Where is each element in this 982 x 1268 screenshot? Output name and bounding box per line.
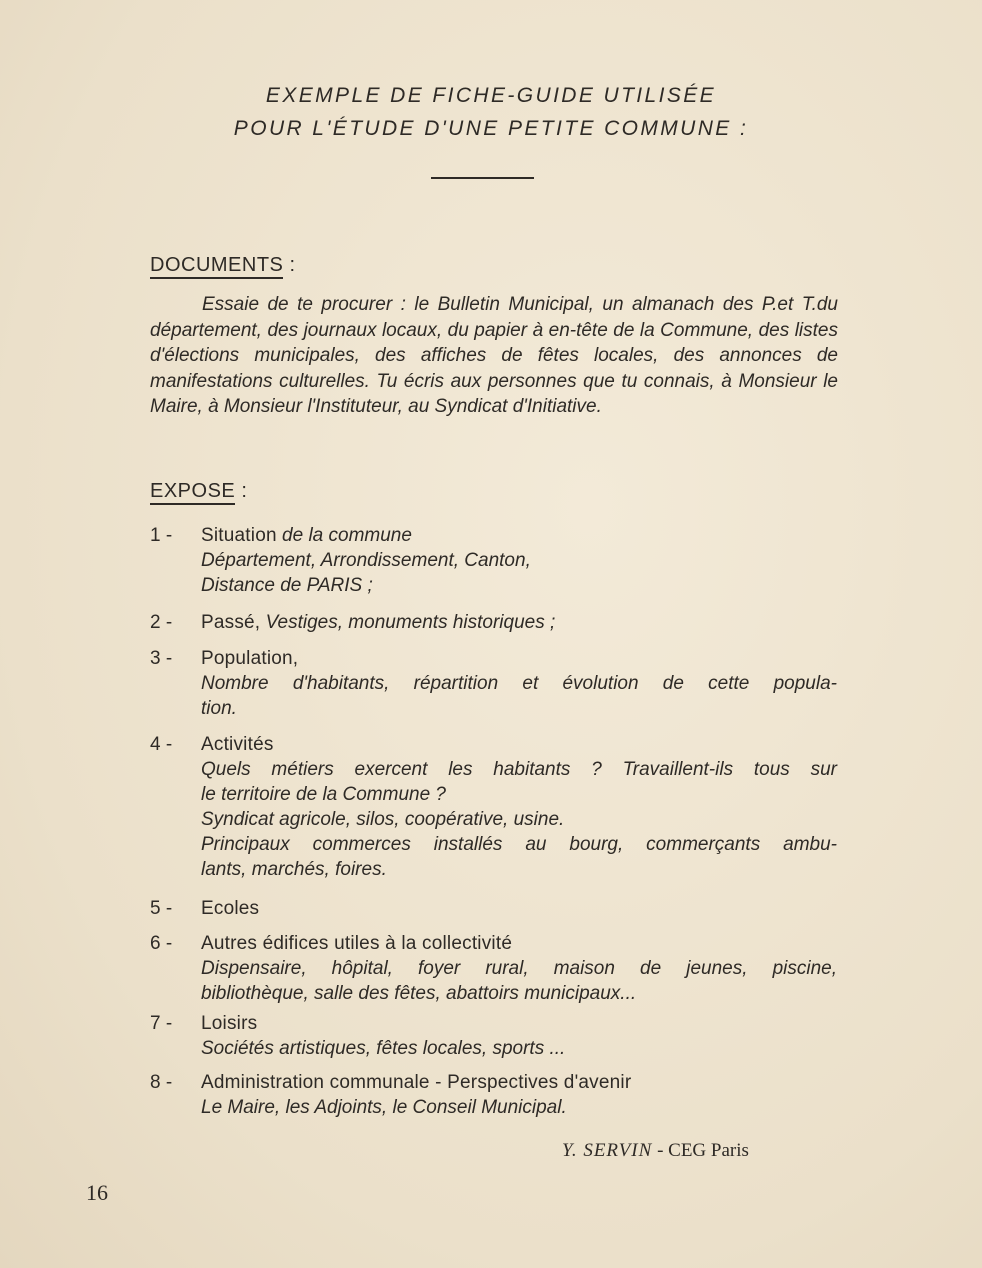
expose-item-2-number: 2 - bbox=[150, 612, 173, 633]
documents-heading-text: DOCUMENTS bbox=[150, 254, 283, 279]
expose-item-6-line: Dispensaire, hôpital, foyer rural, maison de jeunes, piscine, bbox=[201, 958, 837, 979]
expose-item-2-heading-tail: Vestiges, monuments historiques ; bbox=[260, 612, 556, 633]
page-title-line-1: EXEMPLE DE FICHE-GUIDE UTILISÉE bbox=[265, 84, 717, 107]
expose-item-8 bbox=[201, 1070, 837, 1120]
expose-item-4 bbox=[201, 732, 837, 882]
expose-item-1-number: 1 - bbox=[150, 525, 173, 546]
documents-heading-colon: : bbox=[283, 254, 296, 276]
author-name: Y. SERVIN bbox=[562, 1140, 653, 1161]
expose-item-4-line: Principaux commerces installés au bourg, commerçants ambu- bbox=[201, 834, 837, 855]
expose-item-7 bbox=[201, 1011, 837, 1061]
expose-item-7-heading: Loisirs bbox=[201, 1013, 258, 1034]
expose-item-4-line: Quels métiers exercent les habitants ? Travaillent-ils tous sur bbox=[201, 759, 837, 780]
expose-heading-text: EXPOSE bbox=[150, 480, 235, 505]
expose-item-2 bbox=[201, 610, 837, 635]
expose-item-4-line: le territoire de la Commune ? bbox=[201, 784, 446, 805]
expose-item-3-line: tion. bbox=[201, 698, 237, 719]
expose-item-3-heading: Population, bbox=[201, 648, 299, 669]
expose-heading bbox=[150, 480, 247, 503]
expose-item-7-number: 7 - bbox=[150, 1013, 173, 1034]
author-affiliation: - CEG Paris bbox=[652, 1140, 749, 1161]
expose-item-1-heading-tail: de la commune bbox=[276, 525, 412, 546]
documents-heading bbox=[150, 254, 296, 277]
expose-item-8-heading: Administration communale - Perspectives d'avenir bbox=[201, 1072, 632, 1093]
expose-item-3-number: 3 - bbox=[150, 648, 173, 669]
author-signature bbox=[562, 1140, 749, 1162]
expose-heading-colon: : bbox=[235, 480, 248, 502]
expose-item-6-line: bibliothèque, salle des fêtes, abattoirs municipaux... bbox=[201, 983, 637, 1004]
page-number: 16 bbox=[86, 1180, 108, 1205]
expose-item-4-heading: Activités bbox=[201, 734, 274, 755]
expose-item-8-number: 8 - bbox=[150, 1072, 173, 1093]
title-divider bbox=[431, 177, 534, 179]
expose-item-1-line: Département, Arrondissement, Canton, bbox=[201, 550, 531, 571]
expose-item-4-line: lants, marchés, foires. bbox=[201, 859, 387, 880]
expose-item-1 bbox=[201, 523, 837, 598]
expose-item-5-heading: Ecoles bbox=[201, 898, 260, 919]
documents-paragraph-text: Essaie de te procurer : le Bulletin Municipal, un almanach des P.et T.du département, des journaux locaux, du papier à en-tête de la Commune, des listes d'élections municipales, des affiches de fêtes locales, des annonces de manifestations culturelles. Tu écris aux personnes que tu connais, à Monsieur le Maire, à Monsieur l'Instituteur, au Syndicat d'Initiative. bbox=[150, 294, 838, 417]
expose-item-8-line: Le Maire, les Adjoints, le Conseil Municipal. bbox=[201, 1097, 567, 1118]
expose-item-7-line: Sociétés artistiques, fêtes locales, sports ... bbox=[201, 1038, 566, 1059]
page-title-line-2: POUR L'ÉTUDE D'UNE PETITE COMMUNE : bbox=[233, 117, 749, 140]
expose-item-5 bbox=[201, 896, 837, 921]
expose-item-4-line: Syndicat agricole, silos, coopérative, usine. bbox=[201, 809, 565, 830]
expose-item-2-heading: Passé, bbox=[201, 612, 261, 633]
expose-item-1-heading: Situation bbox=[201, 525, 277, 546]
expose-item-5-number: 5 - bbox=[150, 898, 173, 919]
expose-item-1-line: Distance de PARIS ; bbox=[201, 575, 373, 596]
documents-paragraph bbox=[150, 292, 838, 420]
expose-item-6 bbox=[201, 931, 837, 1006]
expose-item-6-number: 6 - bbox=[150, 933, 173, 954]
expose-item-3 bbox=[201, 646, 837, 721]
expose-item-4-number: 4 - bbox=[150, 734, 173, 755]
expose-item-3-line: Nombre d'habitants, répartition et évolution de cette popula- bbox=[201, 673, 837, 694]
expose-item-6-heading: Autres édifices utiles à la collectivité bbox=[201, 933, 513, 954]
